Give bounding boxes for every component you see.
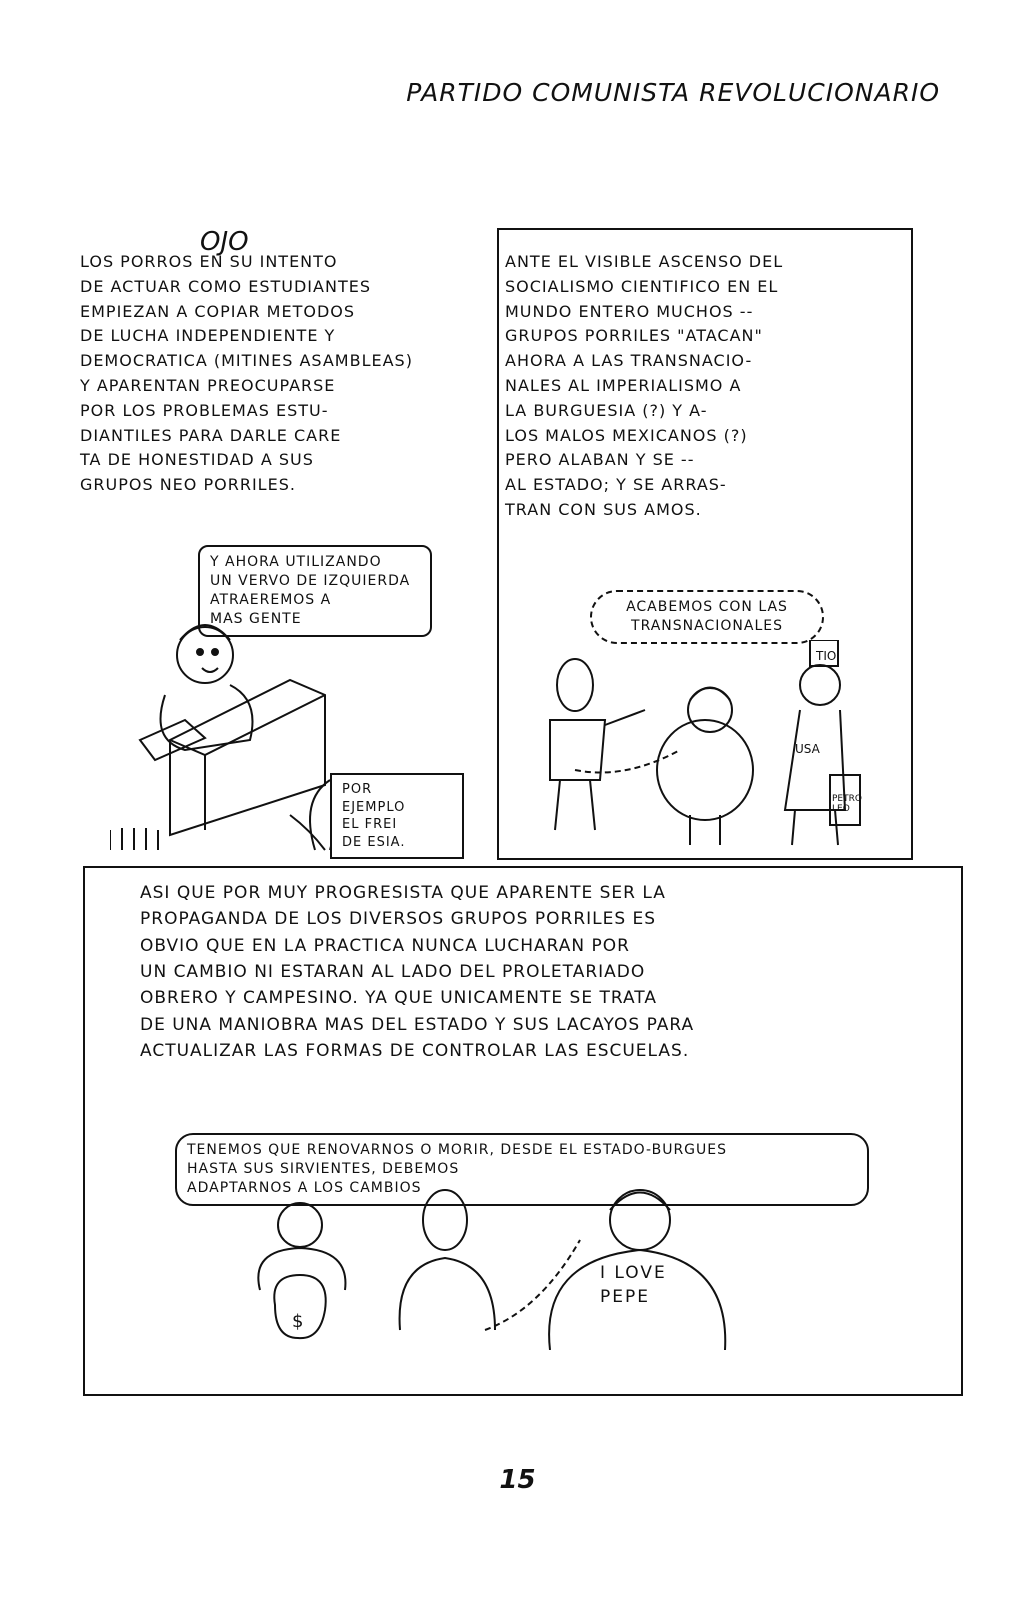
money-symbol: $: [292, 1311, 304, 1332]
right-caption: ANTE EL VISIBLE ASCENSO DEL SOCIALISMO CIENTIFICO EN EL MUNDO ENTERO MUCHOS -- GRUPOS PORRILES "ATACAN" AHORA A LAS TRANSNACIO- NALES AL IMPERIALISMO A LA BURGUESIA (?) Y A- LOS MALOS MEXICANOS (?) PERO ALABAN Y SE -- AL ESTADO; Y SE ARRAS- TRAN CON SUS AMOS.: [505, 252, 784, 519]
left-caption: LOS PORROS EN SU INTENTO DE ACTUAR COMO ESTUDIANTES EMPIEZAN A COPIAR METODOS DE LUCHA INDEPENDIENTE Y DEMOCRATICA (MITINES ASAMBLEAS) Y APARENTAN PREOCUPARSE POR LOS PROBLEMAS ESTU- DIANTILES PARA DARLE CARE TA DE HONESTIDAD A SUS GRUPOS NEO PORRILES.: [80, 252, 413, 495]
page-header: PARTIDO COMUNISTA REVOLUCIONARIO: [406, 78, 940, 107]
uncle-sam-head: [800, 665, 840, 705]
capitalist-head: [278, 1203, 322, 1247]
chain: [485, 1240, 580, 1330]
shout-bubble: ACABEMOS CON LAS TRANSNACIONALES: [590, 590, 824, 644]
porro-body: [161, 685, 253, 750]
desk: [170, 680, 325, 835]
ojo-note: OJO: [200, 227, 249, 257]
shirt-label-usa: USA: [795, 742, 820, 756]
bottom-speech-bubble: TENEMOS QUE RENOVARNOS O MORIR, DESDE EL ESTADO-BURGUES HASTA SUS SIRVIENTES, DEBEMOS ADAPTARNOS A LOS CAMBIOS: [175, 1133, 869, 1206]
hat-label: TIO: [816, 649, 837, 663]
bag-label: PETRO LEO: [832, 794, 862, 814]
example-sign: POR EJEMPLO EL FREI DE ESIA.: [330, 773, 464, 859]
left-speech-bubble: Y AHORA UTILIZANDO UN VERVO DE IZQUIERDA ATRAEREMOS A MAS GENTE: [198, 545, 432, 637]
politician-head: [423, 1190, 467, 1250]
porro-head: [610, 1190, 670, 1250]
chain: [575, 750, 680, 773]
politician-head: [557, 659, 593, 711]
transnational-scene-drawing: [530, 640, 900, 850]
shirt-text: I LOVE PEPE: [600, 1263, 667, 1307]
porro-body: [657, 720, 753, 820]
bottom-caption: ASI QUE POR MUY PROGRESISTA QUE APARENTE SER LA PROPAGANDA DE LOS DIVERSOS GRUPOS PORRILES ES OBVIO QUE EN LA PRACTICA NUNCA LUCHARAN POR UN CAMBIO NI ESTARAN AL LADO DEL PROLETARIADO OBRERO Y CAMPESINO. YA QUE UNICAMENTE SE TRATA DE UNA MANIOBRA MAS DEL ESTADO Y SUS LACAYOS PARA ACTUALIZAR LAS FORMAS DE CONTROLAR LAS ESCUELAS.: [140, 883, 695, 1062]
page-number: 15: [499, 1465, 536, 1495]
